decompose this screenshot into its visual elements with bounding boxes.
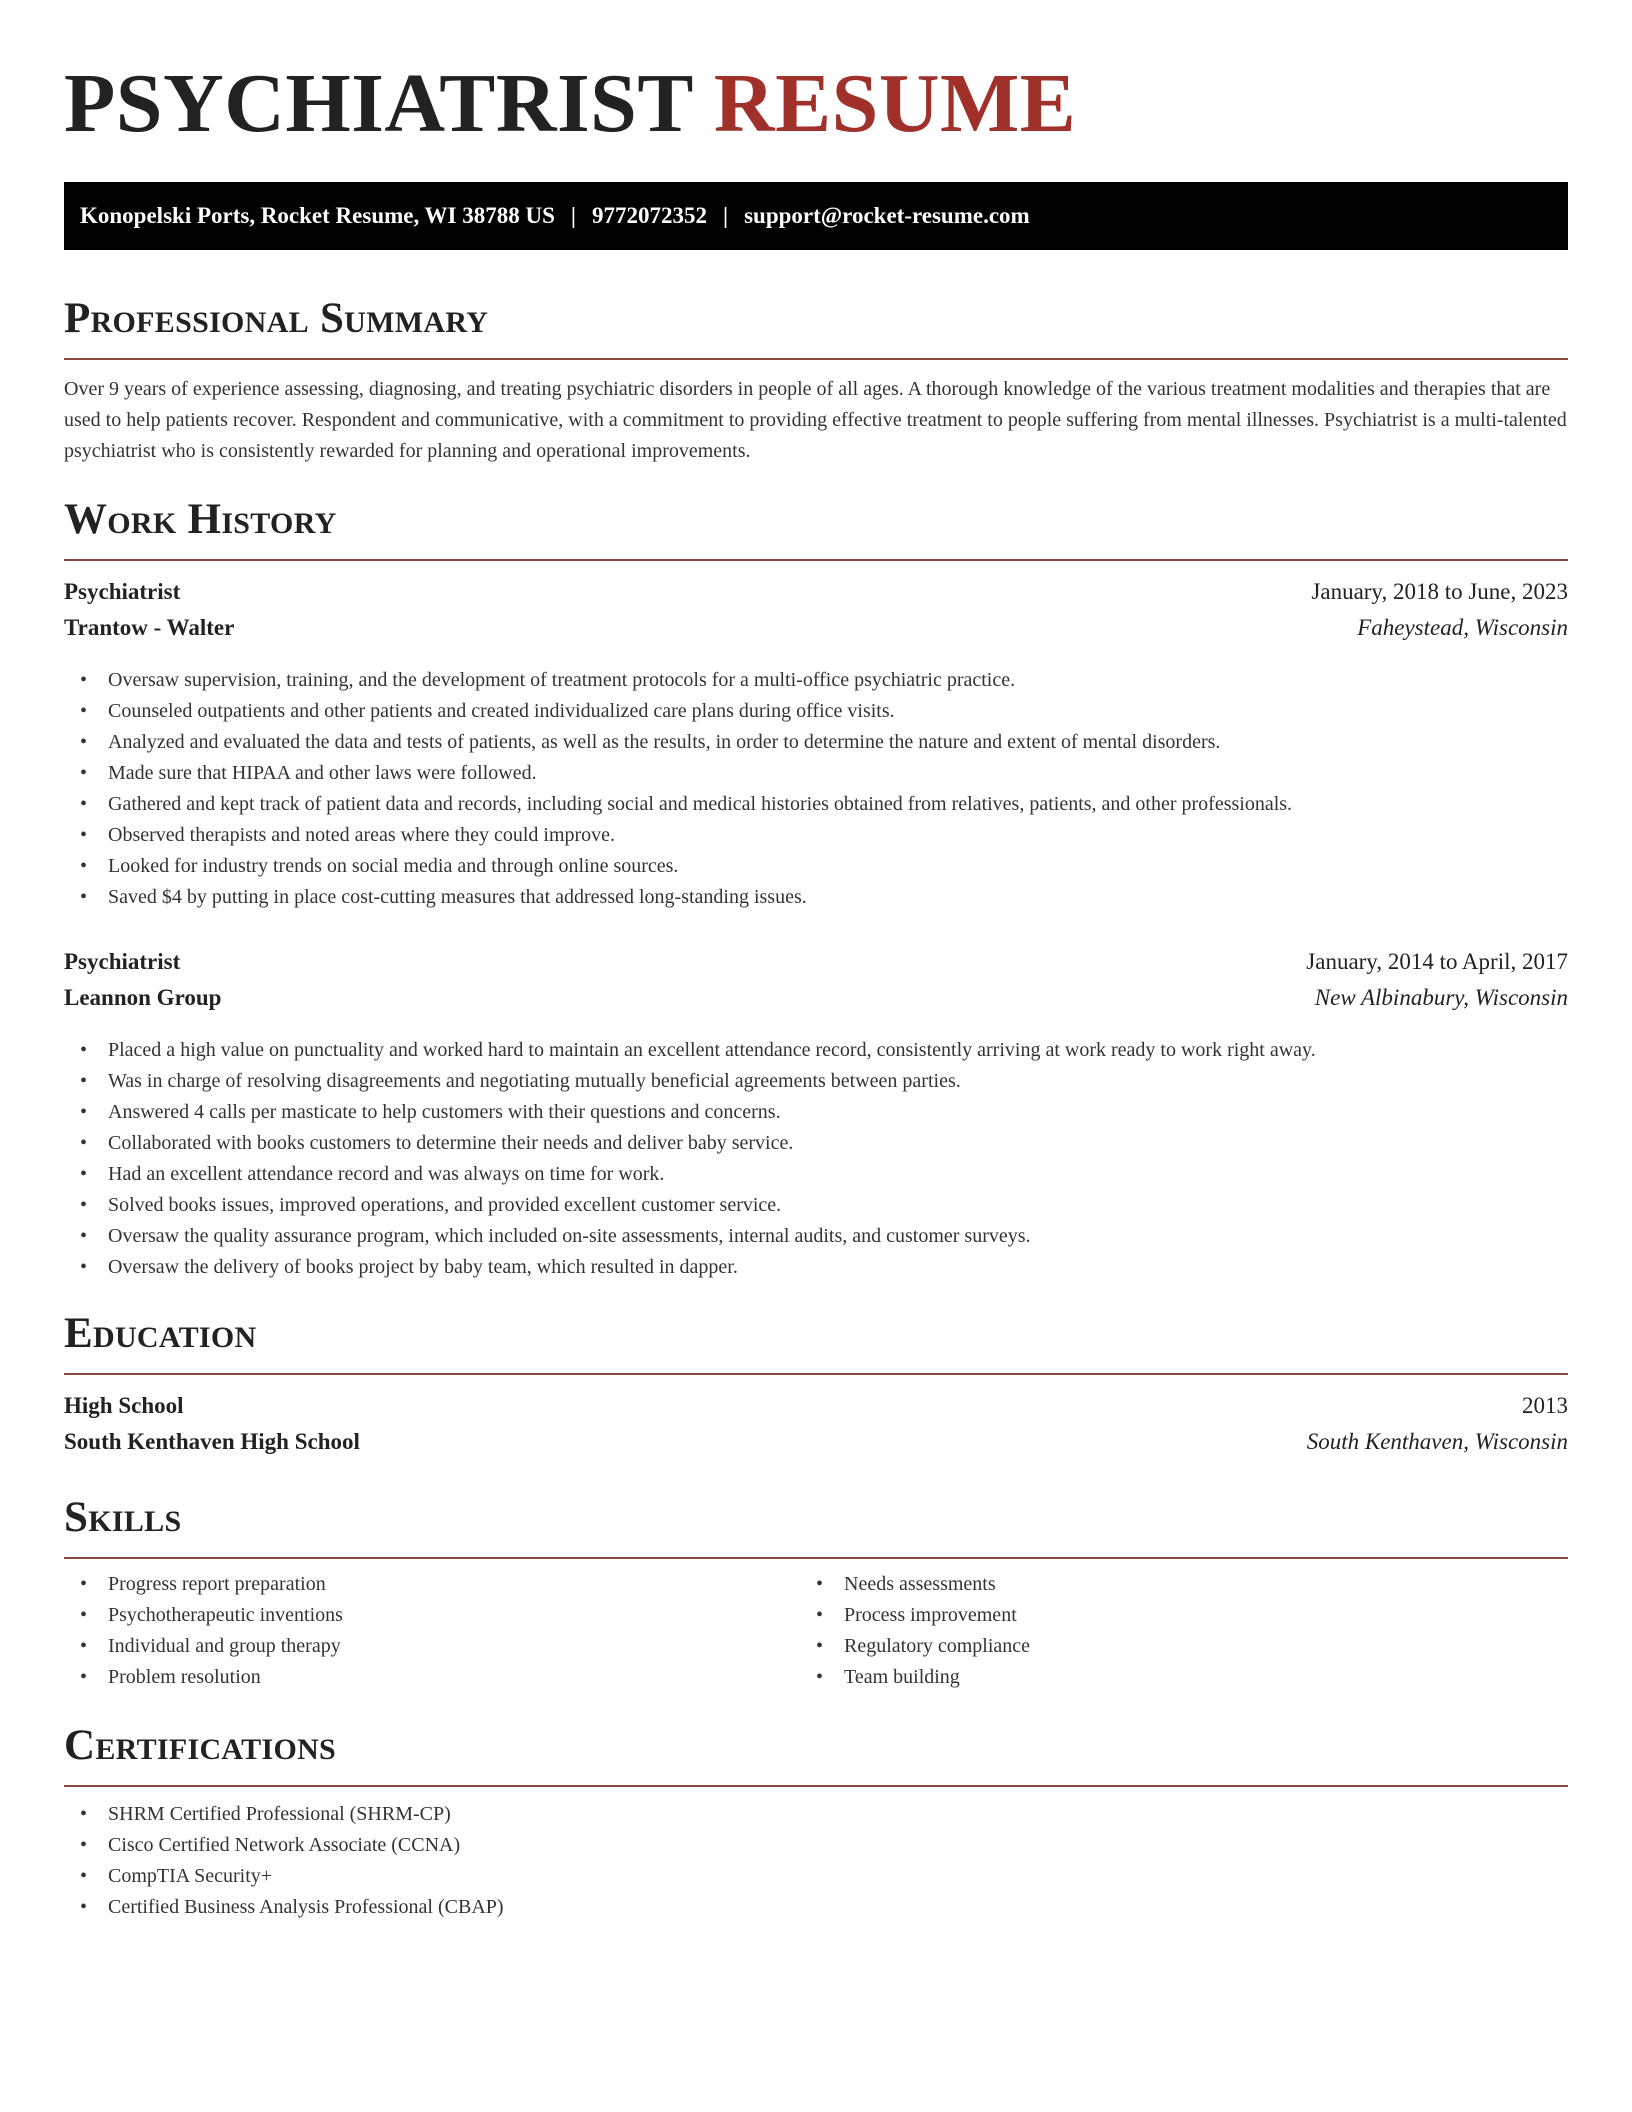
job-header-row	[64, 579, 1568, 615]
list-item: • Collaborated with books customers to determine their needs and deliver baby service.	[108, 1128, 1568, 1159]
job-dates: January, 2014 to April, 2017	[1306, 949, 1568, 974]
list-item: • Problem resolution	[108, 1662, 816, 1693]
skills-grid	[64, 1569, 1568, 1693]
section-divider	[64, 559, 1568, 561]
job-company: Trantow - Walter	[64, 615, 235, 640]
list-item: • Regulatory compliance	[844, 1631, 1568, 1662]
list-item: • Analyzed and evaluated the data and tests of patients, as well as the results, in order to determine the nature and extent of mental disorders.	[108, 727, 1568, 758]
list-item: • Process improvement	[844, 1600, 1568, 1631]
list-item: • Gathered and kept track of patient data and records, including social and medical histories obtained from relatives, patients, and other professionals.	[108, 789, 1568, 820]
contact-email: support@rocket-resume.com	[744, 203, 1030, 228]
education-location: South Kenthaven, Wisconsin	[1306, 1429, 1568, 1454]
education-year: 2013	[1522, 1393, 1568, 1418]
summary-heading: Professional Summary	[64, 295, 489, 342]
list-item: • Looked for industry trends on social media and through online sources.	[108, 851, 1568, 882]
section-divider	[64, 1785, 1568, 1787]
list-item: • SHRM Certified Professional (SHRM-CP)	[108, 1799, 1568, 1830]
list-item: • Observed therapists and noted areas where they could improve.	[108, 820, 1568, 851]
title-word-resume: RESUME	[713, 57, 1077, 150]
list-item: • Certified Business Analysis Professional (CBAP)	[108, 1892, 1568, 1923]
job-title: Psychiatrist	[64, 949, 181, 974]
contact-separator: |	[570, 203, 576, 228]
job-location: New Albinabury, Wisconsin	[1314, 985, 1568, 1010]
education-school-row	[64, 1429, 1568, 1465]
list-item: • Placed a high value on punctuality and worked hard to maintain an excellent attendance record, consistently arriving at work ready to work right away.	[108, 1035, 1568, 1066]
title-word-psychiatrist: PSYCHIATRIST	[64, 57, 693, 150]
list-item: • Solved books issues, improved operations, and provided excellent customer service.	[108, 1190, 1568, 1221]
job-location: Faheystead, Wisconsin	[1357, 615, 1568, 640]
contact-phone: 9772072352	[592, 203, 707, 228]
list-item: • Psychotherapeutic inventions	[108, 1600, 816, 1631]
job-dates: January, 2018 to June, 2023	[1311, 579, 1568, 604]
job-entry	[64, 949, 1568, 1283]
list-item: • Answered 4 calls per masticate to help customers with their questions and concerns.	[108, 1097, 1568, 1128]
contact-address: Konopelski Ports, Rocket Resume, WI 38788 US	[80, 203, 555, 228]
education-school: South Kenthaven High School	[64, 1429, 360, 1454]
certifications-section	[64, 1721, 1568, 1923]
education-degree: High School	[64, 1393, 184, 1418]
list-item: • Cisco Certified Network Associate (CCNA)	[108, 1830, 1568, 1861]
list-item: • Individual and group therapy	[108, 1631, 816, 1662]
page-title	[64, 0, 1568, 150]
list-item: • Team building	[844, 1662, 1568, 1693]
section-divider	[64, 358, 1568, 360]
skills-list-left	[64, 1569, 816, 1693]
job-company-row	[64, 985, 1568, 1021]
section-divider	[64, 1557, 1568, 1559]
certifications-list	[64, 1799, 1568, 1923]
list-item: • Oversaw supervision, training, and the development of treatment protocols for a multi-office psychiatric practice.	[108, 665, 1568, 696]
job-bullets	[64, 1035, 1568, 1283]
list-item: • Oversaw the quality assurance program, which included on-site assessments, internal audits, and customer surveys.	[108, 1221, 1568, 1252]
summary-section	[64, 294, 1568, 467]
job-bullets	[64, 665, 1568, 913]
education-header-row	[64, 1393, 1568, 1429]
job-entry	[64, 579, 1568, 913]
list-item: • Counseled outpatients and other patients and created individualized care plans during office visits.	[108, 696, 1568, 727]
list-item: • Progress report preparation	[108, 1569, 816, 1600]
list-item: • Oversaw the delivery of books project by baby team, which resulted in dapper.	[108, 1252, 1568, 1283]
job-header-row	[64, 949, 1568, 985]
certifications-heading: Certifications	[64, 1722, 337, 1769]
skills-section	[64, 1493, 1568, 1693]
education-heading: Education	[64, 1310, 257, 1357]
list-item: • Saved $4 by putting in place cost-cutting measures that addressed long-standing issues.	[108, 882, 1568, 913]
job-title: Psychiatrist	[64, 579, 181, 604]
list-item: • Made sure that HIPAA and other laws were followed.	[108, 758, 1568, 789]
summary-text: Over 9 years of experience assessing, diagnosing, and treating psychiatric disorders in people of all ages. A thorough knowledge of the various treatment modalities and therapies that are used to help patients recover. Respondent and communicative, with a commitment to providing effective treatment to people suffering from mental illnesses. Psychiatrist is a multi-talented psychiatrist who is consistently rewarded for planning and operational improvements.	[64, 378, 1567, 462]
work-history-heading: Work History	[64, 496, 337, 543]
contact-bar	[64, 182, 1568, 250]
skills-list-right	[816, 1569, 1568, 1693]
job-company-row	[64, 615, 1568, 651]
section-divider	[64, 1373, 1568, 1375]
skills-heading: Skills	[64, 1494, 182, 1541]
list-item: • Had an excellent attendance record and was always on time for work.	[108, 1159, 1568, 1190]
work-history-section	[64, 495, 1568, 1283]
job-company: Leannon Group	[64, 985, 222, 1010]
contact-separator: |	[723, 203, 729, 228]
list-item: • Needs assessments	[844, 1569, 1568, 1600]
list-item: • Was in charge of resolving disagreements and negotiating mutually beneficial agreements between parties.	[108, 1066, 1568, 1097]
education-section	[64, 1309, 1568, 1465]
list-item: • CompTIA Security+	[108, 1861, 1568, 1892]
